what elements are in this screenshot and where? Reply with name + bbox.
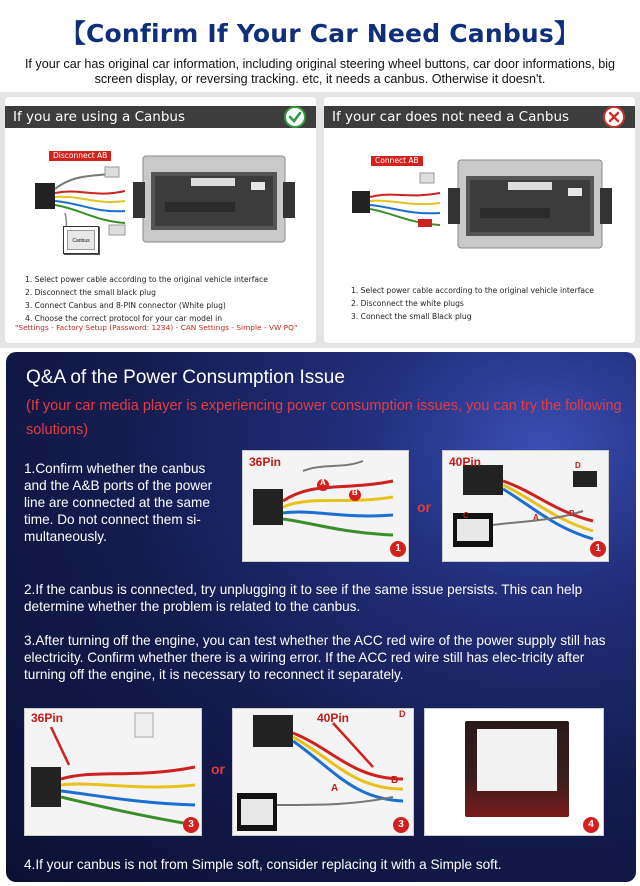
label-a: A (320, 478, 326, 487)
pin-36-label: 36Pin (249, 455, 282, 469)
pin-40-label: 40Pin (317, 711, 350, 725)
canbus-module-label: Canbus (67, 230, 95, 250)
page-title: 【Confirm If Your Car Need Canbus】 (60, 19, 580, 48)
no-canbus-panel (324, 97, 635, 343)
label-c: C (463, 511, 469, 520)
badge-3: 3 (393, 817, 409, 833)
check-icon (284, 106, 306, 128)
label-d: D (399, 709, 406, 719)
label-a-40: A (533, 513, 539, 522)
qa-item-4: 4.If your canbus is not from Simple soft, consider replacing it with a Simple soft. (24, 857, 502, 872)
badge-3: 3 (183, 817, 199, 833)
badge-4: 4 (583, 817, 599, 833)
wiring-harness-image (348, 169, 448, 239)
or-text: or (211, 761, 225, 777)
qa-item-1: 1.Confirm whether the canbus and the A&B ports of the power line are connected at the same time. Do not connect them si-multaneously. (24, 461, 213, 544)
cross-icon (603, 106, 625, 128)
settings-path: "Settings - Factory Setup (Password: 1234) - CAN Settings - Simple - VW PQ" (15, 323, 298, 332)
badge-1: 1 (590, 541, 606, 557)
photo-36pin-acc (24, 708, 202, 836)
or-text: or (417, 499, 431, 515)
label-b: B (391, 775, 399, 786)
qa-item-2: 2.If the canbus is connected, try unplugging it to see if the same issue persists. This can help determine whether the problem is related to the canbus. (24, 582, 583, 614)
pin-36-label: 36Pin (31, 711, 64, 725)
no-canbus-step-2: 2. Disconnect the white plugs (351, 299, 464, 308)
no-canbus-step-1: 1. Select power cable according to the original vehicle interface (351, 286, 594, 295)
canbus-step-4: 4. Choose the correct protocol for your car model in (25, 314, 223, 323)
label-a: A (331, 783, 339, 794)
label-b: B (352, 488, 358, 497)
qa-item-3: 3.After turning off the engine, you can test whether the ACC red wire of the power supply still has electricity. Confirm whether there is a wiring error. If the ACC red wire still has elec-tricity after turning off the engine, it is necessary to reconnect it separately. (24, 633, 606, 682)
photo-40pin-acc (232, 708, 414, 836)
photo-canbus-module (424, 708, 604, 836)
intro-text: If your car has original car information, including original steering wheel buttons, car door informations, big screen display, or reversing tracking. etc, it needs a canbus. Otherwise it doesn't. (24, 57, 616, 86)
canbus-step-1: 1. Select power cable according to the original vehicle interface (25, 275, 268, 284)
qa-title: Q&A of the Power Consumption Issue (26, 367, 345, 388)
canbus-panel-heading: If you are using a Canbus (5, 106, 316, 128)
head-unit-image (448, 156, 612, 252)
canbus-step-3: 3. Connect Canbus and 8-PIN connector (White plug) (25, 301, 226, 310)
canbus-step-2: 2. Disconnect the small black plug (25, 288, 156, 297)
qa-subtitle: (If your car media player is experiencing power consumption issues, you can try the following solutions) (26, 398, 622, 438)
no-canbus-step-3: 3. Connect the small Black plug (351, 312, 472, 321)
qa-section (6, 352, 636, 882)
connect-ab-tag: Connect AB (371, 156, 423, 166)
label-d: D (575, 461, 581, 470)
no-canbus-panel-heading: If your car does not need a Canbus (324, 106, 635, 128)
head-unit-image (133, 152, 295, 246)
disconnect-ab-tag: Disconnect AB (49, 151, 111, 161)
pin-40-label: 40Pin (449, 455, 482, 469)
photo-40pin-harness (442, 450, 609, 562)
canbus-module (63, 226, 99, 254)
canbus-panel (5, 97, 316, 343)
label-b-40: B (569, 509, 575, 518)
photo-36pin-harness (242, 450, 409, 562)
badge-1: 1 (390, 541, 406, 557)
